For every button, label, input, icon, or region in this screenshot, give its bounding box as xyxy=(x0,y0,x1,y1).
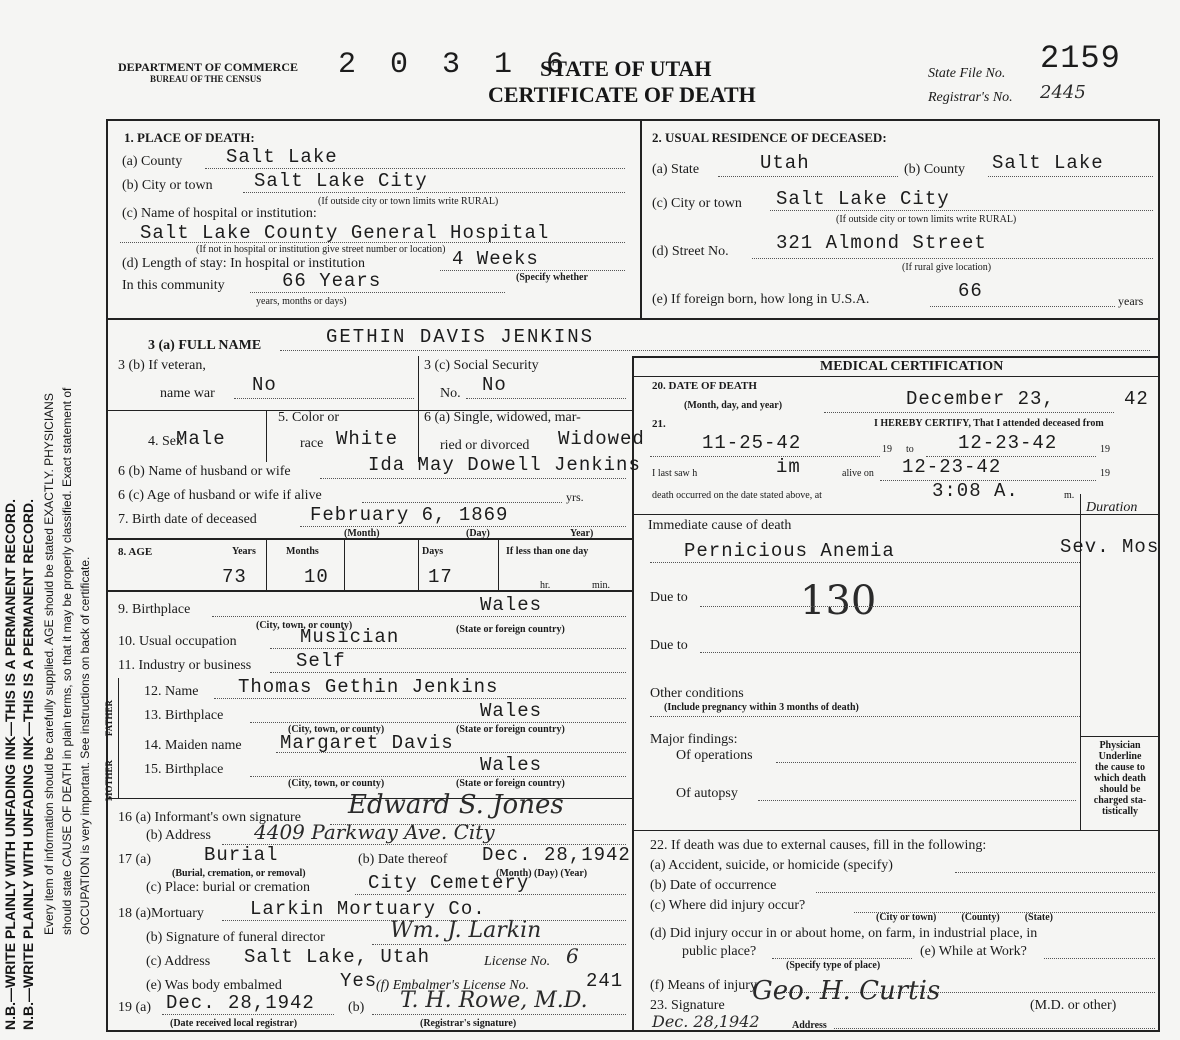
department-label: DEPARTMENT OF COMMERCE xyxy=(118,60,299,74)
ssn-label: 3 (c) Social Security xyxy=(424,358,539,373)
alive-on-value: 12-23-42 xyxy=(902,456,1002,478)
ssn-sub: No. xyxy=(440,386,461,401)
external-a: (a) Accident, suicide, or homicide (specify) xyxy=(650,858,893,873)
director-signature: Wm. J. Larkin xyxy=(390,918,542,943)
external-d: (d) Did injury occur in or about home, on farm, in industrial place, in xyxy=(650,926,1038,941)
other-conditions-note: (Include pregnancy within 3 months of death) xyxy=(664,702,859,713)
burial-date-label: (b) Date thereof xyxy=(358,852,448,867)
hospital-note: (If not in hospital or institution give street number or location) xyxy=(196,244,446,255)
birth-day-note: (Day) xyxy=(466,528,490,539)
death-city-value: Salt Lake City xyxy=(254,170,428,192)
res-county-label: (b) County xyxy=(904,162,966,177)
instruction-line-3: OCCUPATION is very important. See instructions on back of certificate. xyxy=(78,556,92,935)
license-label: License No. xyxy=(484,954,551,969)
registrar-signature: T. H. Rowe, M.D. xyxy=(400,988,588,1013)
birth-month-note: (Month) xyxy=(344,528,380,539)
cert-address-label: Address xyxy=(792,1020,827,1031)
due-to-1-label: Due to xyxy=(650,590,688,605)
permanent-record-note-2: N.B.—WRITE PLAINLY WITH UNFADING INK—THIS IS A PERMANENT RECORD. xyxy=(20,499,36,1030)
mother-side-label: MOTHER xyxy=(104,760,114,802)
registrar-label: Registrar's No. xyxy=(928,90,1013,105)
veteran-value: No xyxy=(252,374,277,396)
age-years-header: Years xyxy=(232,546,256,557)
death-city-note: (If outside city or town limits write RURAL) xyxy=(318,196,499,207)
autopsy-label: Of autopsy xyxy=(676,786,738,801)
cert-md-label: (M.D. or other) xyxy=(1030,998,1117,1013)
stay-value: 4 Weeks xyxy=(452,248,539,270)
mortuary-address-value: Salt Lake, Utah xyxy=(244,946,431,968)
industry-value: Self xyxy=(296,650,346,672)
informant-sig-label: 16 (a) Informant's own signature xyxy=(118,810,301,825)
occurred-label: death occurred on the date stated above, at xyxy=(652,490,822,501)
death-time: 3:08 A. xyxy=(932,480,1019,502)
registrar-number: 2445 xyxy=(1040,82,1086,103)
external-heading: 22. If death was due to external causes, fill in the following: xyxy=(650,838,987,853)
veteran-label: 3 (b) If veteran, xyxy=(118,358,206,373)
birthplace-state-note: (State or foreign country) xyxy=(456,624,565,635)
min-label: min. xyxy=(592,580,611,591)
attended-from: 11-25-42 xyxy=(702,432,802,454)
full-name-label: 3 (a) FULL NAME xyxy=(148,338,262,353)
state-title: STATE OF UTAH xyxy=(540,56,712,81)
burial-label: 17 (a) xyxy=(118,852,152,867)
dod-note: (Month, day, and year) xyxy=(684,400,783,411)
external-c: (c) Where did injury occur? xyxy=(650,898,806,913)
operations-label: Of operations xyxy=(676,748,753,763)
attended-to: 12-23-42 xyxy=(958,432,1058,454)
state-file-label: State File No. xyxy=(928,66,1006,81)
res-city-label: (c) City or town xyxy=(652,196,742,211)
spouse-age-yrs: yrs. xyxy=(566,490,584,504)
res-street-value: 321 Almond Street xyxy=(776,232,987,254)
age-less-header: If less than one day xyxy=(506,546,589,557)
informant-signature: Edward S. Jones xyxy=(348,790,564,820)
birthplace-label: 9. Birthplace xyxy=(118,602,191,617)
informant-address-label: (b) Address xyxy=(146,828,211,843)
embalmer-label: (f) Embalmer's License No. xyxy=(376,978,530,993)
other-conditions-label: Other conditions xyxy=(650,686,744,701)
burial-value: Burial xyxy=(204,844,279,866)
dod-value: December 23, xyxy=(906,388,1055,410)
full-name-value: GETHIN DAVIS JENKINS xyxy=(326,326,595,348)
father-state-note: (State or foreign country) xyxy=(456,724,565,735)
cert-signature-label: 23. Signature xyxy=(650,998,725,1013)
medical-heading: MEDICAL CERTIFICATION xyxy=(820,359,1004,374)
certify-text: I HEREBY CERTIFY, That I attended deceased from xyxy=(874,418,1104,429)
due-to-2-label: Due to xyxy=(650,638,688,653)
veteran-sub: name war xyxy=(160,386,215,401)
mortuary-address-label: (c) Address xyxy=(146,954,211,969)
father-name-value: Thomas Gethin Jenkins xyxy=(238,676,499,698)
res-city-value: Salt Lake City xyxy=(776,188,950,210)
mother-name-label: 14. Maiden name xyxy=(144,738,242,753)
registrar-date-value: Dec. 28,1942 xyxy=(166,992,315,1014)
res-state-value: Utah xyxy=(760,152,810,174)
alive-on-label: alive on xyxy=(842,468,874,479)
external-e: (e) While at Work? xyxy=(920,944,1027,959)
death-city-label: (b) City or town xyxy=(122,178,213,193)
occupation-label: 10. Usual occupation xyxy=(118,634,237,649)
marital-label: 6 (a) Single, widowed, mar- xyxy=(424,410,581,425)
foreign-years: years xyxy=(1118,294,1144,308)
spouse-value: Ida May Dowell Jenkins xyxy=(368,454,641,476)
immediate-cause-duration: Sev. Mos xyxy=(1060,536,1160,558)
father-birthplace-value: Wales xyxy=(480,700,543,722)
sex-value: Male xyxy=(176,428,226,450)
hospital-value: Salt Lake County General Hospital xyxy=(140,222,550,244)
external-d-note: (Specify type of place) xyxy=(786,960,881,971)
mother-birthplace-value: Wales xyxy=(480,754,543,776)
registrar-date-note: (Date received local registrar) xyxy=(170,1018,298,1029)
res-state-label: (a) State xyxy=(652,162,700,177)
father-birthplace-label: 13. Birthplace xyxy=(144,708,224,723)
certificate-title: CERTIFICATE OF DEATH xyxy=(488,82,756,107)
cert-date: Dec. 28,1942 xyxy=(652,1012,760,1031)
attended-19-a: 19 xyxy=(882,444,892,455)
residence-heading: 2. USUAL RESIDENCE OF DECEASED: xyxy=(652,130,887,145)
mortuary-label: 18 (a)Mortuary xyxy=(118,906,204,921)
burial-note: (Burial, cremation, or removal) xyxy=(172,868,306,879)
permanent-record-note-1: N.B.—WRITE PLAINLY WITH UNFADING INK—THIS IS A PERMANENT RECORD. xyxy=(2,499,18,1030)
age-days-value: 17 xyxy=(428,566,453,588)
external-b: (b) Date of occurrence xyxy=(650,878,777,893)
license-value: 6 xyxy=(566,944,579,968)
father-city-note: (City, town, or county) xyxy=(288,724,385,735)
attended-to-label: to xyxy=(906,444,914,455)
foreign-value: 66 xyxy=(958,280,983,302)
death-time-m: m. xyxy=(1064,490,1075,501)
marital-value: Widowed xyxy=(558,428,645,450)
specify-note-2: years, months or days) xyxy=(256,296,347,307)
hr-label: hr. xyxy=(540,580,551,591)
ssn-value: No xyxy=(482,374,507,396)
registrar-date-label: 19 (a) xyxy=(118,1000,152,1015)
res-street-label: (d) Street No. xyxy=(652,244,729,259)
birth-year-note: Year) xyxy=(570,528,594,539)
dod-year: 42 xyxy=(1124,388,1149,410)
mother-state-note: (State or foreign country) xyxy=(456,778,565,789)
attended-19-b: 19 xyxy=(1100,444,1110,455)
age-months-value: 10 xyxy=(304,566,329,588)
last-saw-label: I last saw h xyxy=(652,468,698,479)
instruction-line-2: should state CAUSE OF DEATH in plain terms, so that it may be properly classified. Exact statement of xyxy=(60,387,74,935)
embalmed-label: (e) Was body embalmed xyxy=(146,978,282,993)
burial-place-label: (c) Place: burial or cremation xyxy=(146,880,311,895)
birth-date-label: 7. Birth date of deceased xyxy=(118,512,257,527)
registrar-sig-note: (Registrar's signature) xyxy=(420,1018,517,1029)
birthplace-value: Wales xyxy=(480,594,543,616)
birth-date-value: February 6, 1869 xyxy=(310,504,509,526)
cert-signature: Geo. H. Curtis xyxy=(752,976,941,1006)
mother-name-value: Margaret Davis xyxy=(280,732,454,754)
last-saw-him: im xyxy=(776,456,801,478)
stay-label: (d) Length of stay: In hospital or institution xyxy=(122,256,366,271)
res-city-note: (If outside city or town limits write RURAL) xyxy=(836,214,1017,225)
res-street-note: (If rural give location) xyxy=(902,262,992,273)
director-sig-label: (b) Signature of funeral director xyxy=(146,930,325,945)
mother-city-note: (City, town, or county) xyxy=(288,778,385,789)
color-value: White xyxy=(336,428,399,450)
marital-sub: ried or divorced xyxy=(440,438,530,453)
age-days-header: Days xyxy=(422,546,444,557)
father-name-label: 12. Name xyxy=(144,684,199,699)
burial-date-note: (Month) (Day) (Year) xyxy=(496,868,588,879)
burial-date-value: Dec. 28,1942 xyxy=(482,844,631,866)
industry-label: 11. Industry or business xyxy=(118,658,252,673)
embalmed-value: Yes xyxy=(340,970,378,992)
immediate-cause-value: Pernicious Anemia xyxy=(684,540,895,562)
specify-note: (Specify whether xyxy=(516,272,588,283)
birthplace-city-note: (City, town, or county) xyxy=(256,620,353,631)
alive-19: 19 xyxy=(1100,468,1110,479)
death-county-label: (a) County xyxy=(122,154,183,169)
spouse-label: 6 (b) Name of husband or wife xyxy=(118,464,291,479)
spouse-age-label: 6 (c) Age of husband or wife if alive xyxy=(118,488,322,503)
external-c-note: (City or town) (County) (State) xyxy=(876,912,1054,923)
sex-label: 4. Sex xyxy=(148,434,183,449)
community-value: 66 Years xyxy=(282,270,382,292)
stamp-number: 2 0 3 1 6 xyxy=(338,48,573,82)
physician-note: Physician Underline the cause to which death should be charged sta- tistically xyxy=(1093,740,1147,817)
dod-label: 20. DATE OF DEATH xyxy=(652,380,757,392)
external-d2: public place? xyxy=(682,944,757,959)
instruction-line-1: Every item of information should be carefully supplied. AGE should be stated EXACTLY. PHYSICIANS xyxy=(42,393,56,935)
major-findings-label: Major findings: xyxy=(650,732,738,747)
mortuary-value: Larkin Mortuary Co. xyxy=(250,898,486,920)
foreign-label: (e) If foreign born, how long in U.S.A. xyxy=(652,292,870,307)
duration-label: Duration xyxy=(1086,500,1138,515)
place-of-death-heading: 1. PLACE OF DEATH: xyxy=(124,130,255,145)
informant-address: 4409 Parkway Ave. City xyxy=(254,820,495,844)
item-21-label: 21. xyxy=(652,418,666,430)
mother-birthplace-label: 15. Birthplace xyxy=(144,762,224,777)
hospital-label: (c) Name of hospital or institution: xyxy=(122,206,317,221)
occupation-value: Musician xyxy=(300,626,400,648)
burial-place-value: City Cemetery xyxy=(368,872,530,894)
death-county-value: Salt Lake xyxy=(226,146,338,168)
res-county-value: Salt Lake xyxy=(992,152,1104,174)
immediate-cause-label: Immediate cause of death xyxy=(648,518,792,533)
due-to-1-value: 130 xyxy=(800,578,877,624)
color-label: 5. Color or xyxy=(278,410,340,425)
embalmer-value: 241 xyxy=(586,970,624,992)
community-label: In this community xyxy=(122,278,225,293)
age-label: 8. AGE xyxy=(118,546,153,558)
father-side-label: FATHER xyxy=(104,700,114,737)
bureau-label: BUREAU OF THE CENSUS xyxy=(150,74,262,84)
color-sub: race xyxy=(300,436,324,451)
age-years-value: 73 xyxy=(222,566,247,588)
registrar-b-label: (b) xyxy=(348,1000,365,1015)
external-f: (f) Means of injury xyxy=(650,978,757,993)
age-months-header: Months xyxy=(286,546,319,557)
state-file-number: 2159 xyxy=(1040,40,1121,77)
